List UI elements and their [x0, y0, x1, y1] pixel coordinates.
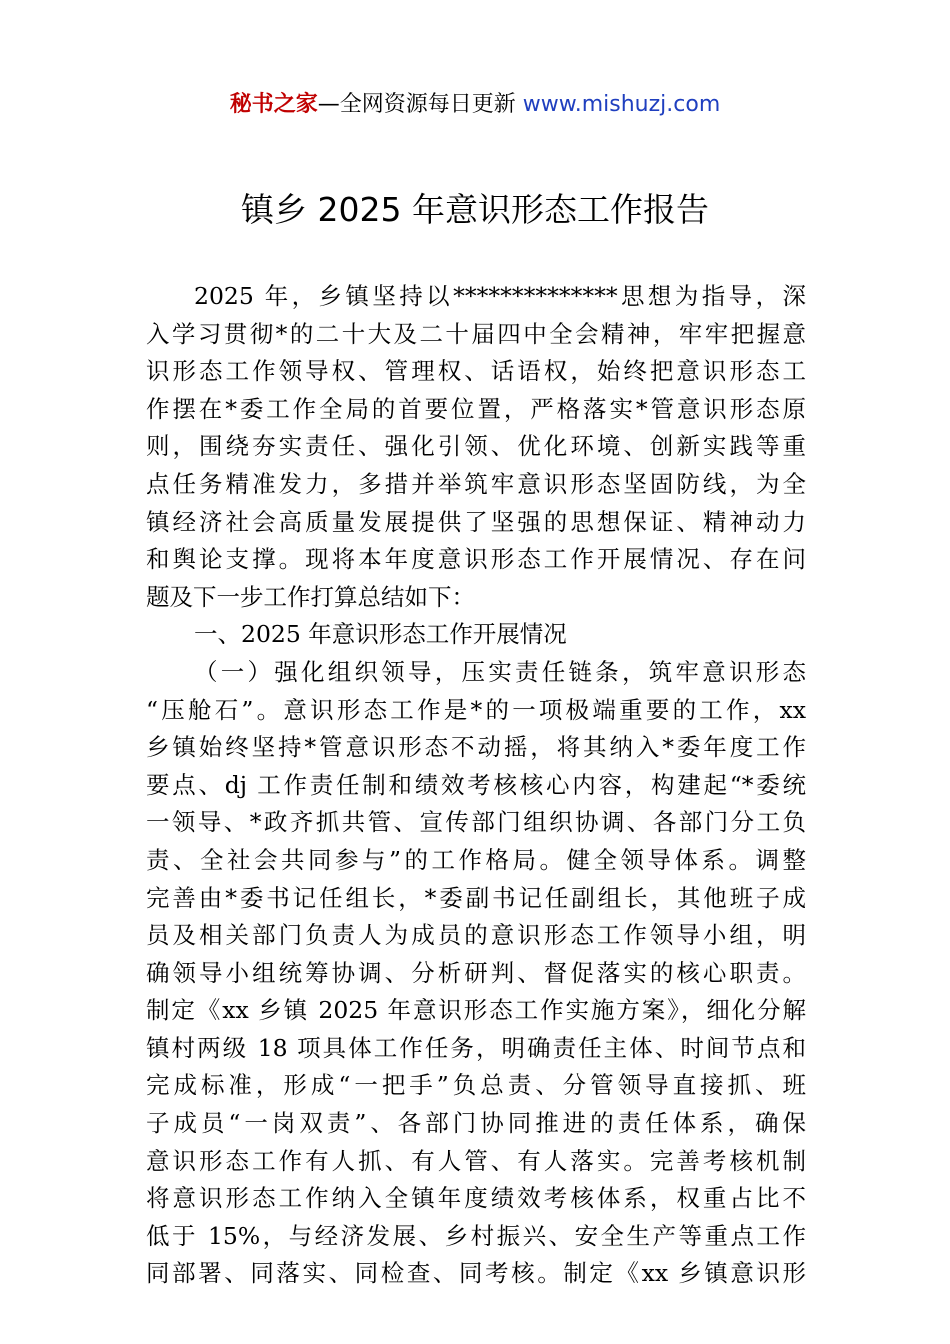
text-line: 和舆论支撑。现将本年度意识形态工作开展情况、存在问: [146, 545, 806, 574]
text-line: 低于 15%，与经济发展、乡村振兴、安全生产等重点工作: [146, 1221, 806, 1250]
subsection-heading: （一）强化组织领导，压实责任链条，筑牢意识形态: [194, 657, 806, 686]
text-line: 镇村两级 18 项具体工作任务，明确责任主体、时间节点和: [146, 1033, 806, 1062]
text-line: 则，围绕夯实责任、强化引领、优化环境、创新实践等重: [146, 432, 806, 461]
text-line: “压舱石”。意识形态工作是*的一项极端重要的工作，xx: [146, 695, 806, 724]
section-heading: 一、2025 年意识形态工作开展情况: [194, 620, 567, 649]
text-line: 要点、dj 工作责任制和绩效考核核心内容，构建起“*委统: [146, 770, 806, 799]
text-line: 识形态工作领导权、管理权、话语权，始终把意识形态工: [146, 357, 806, 386]
text-line: 点任务精准发力，多措并举筑牢意识形态坚固防线，为全: [146, 469, 806, 498]
text-line: 确领导小组统筹协调、分析研判、督促落实的核心职责。: [146, 958, 806, 987]
document-body: [146, 278, 806, 1293]
document-title: 镇乡 2025 年意识形态工作报告: [241, 190, 709, 229]
text-line: 员及相关部门负责人为成员的意识形态工作领导小组，明: [146, 921, 806, 950]
text-line: 意识形态工作有人抓、有人管、有人落实。完善考核机制: [146, 1146, 806, 1175]
text-line: 责、全社会共同参与”的工作格局。健全领导体系。调整: [146, 845, 806, 874]
site-banner: [0, 88, 950, 122]
text-line: 一领导、*政齐抓共管、宣传部门组织协调、各部门分工负: [146, 808, 806, 837]
text-line: 完成标准，形成“一把手”负总责、分管领导直接抓、班: [146, 1071, 806, 1100]
text-line: 题及下一步工作打算总结如下：: [146, 582, 475, 611]
text-line: 子成员“一岗双责”、各部门协同推进的责任体系，确保: [146, 1109, 806, 1138]
text-line: 制定《xx 乡镇 2025 年意识形态工作实施方案》，细化分解: [146, 996, 806, 1025]
text-line: 完善由*委书记任组长，*委副书记任副组长，其他班子成: [146, 883, 806, 912]
site-url-link[interactable]: www.mishuzj.com: [522, 92, 721, 117]
text-line: 将意识形态工作纳入全镇年度绩效考核体系，权重占比不: [146, 1184, 806, 1213]
text-line: 乡镇始终坚持*管意识形态不动摇，将其纳入*委年度工作: [146, 733, 806, 762]
text-line: 2025 年，乡镇坚持以**************思想为指导，深: [194, 282, 806, 310]
text-line: 入学习贯彻*的二十大及二十届四中全会精神，牢牢把握意: [146, 319, 806, 348]
banner-tagline: —全网资源每日更新: [317, 92, 523, 117]
text-line: 同部署、同落实、同检查、同考核。制定《xx 乡镇意识形: [146, 1259, 806, 1288]
text-line: 作摆在*委工作全局的首要位置，严格落实*管意识形态原: [146, 394, 806, 423]
brand-name: 秘书之家: [229, 92, 318, 117]
text-line: 镇经济社会高质量发展提供了坚强的思想保证、精神动力: [146, 507, 806, 536]
